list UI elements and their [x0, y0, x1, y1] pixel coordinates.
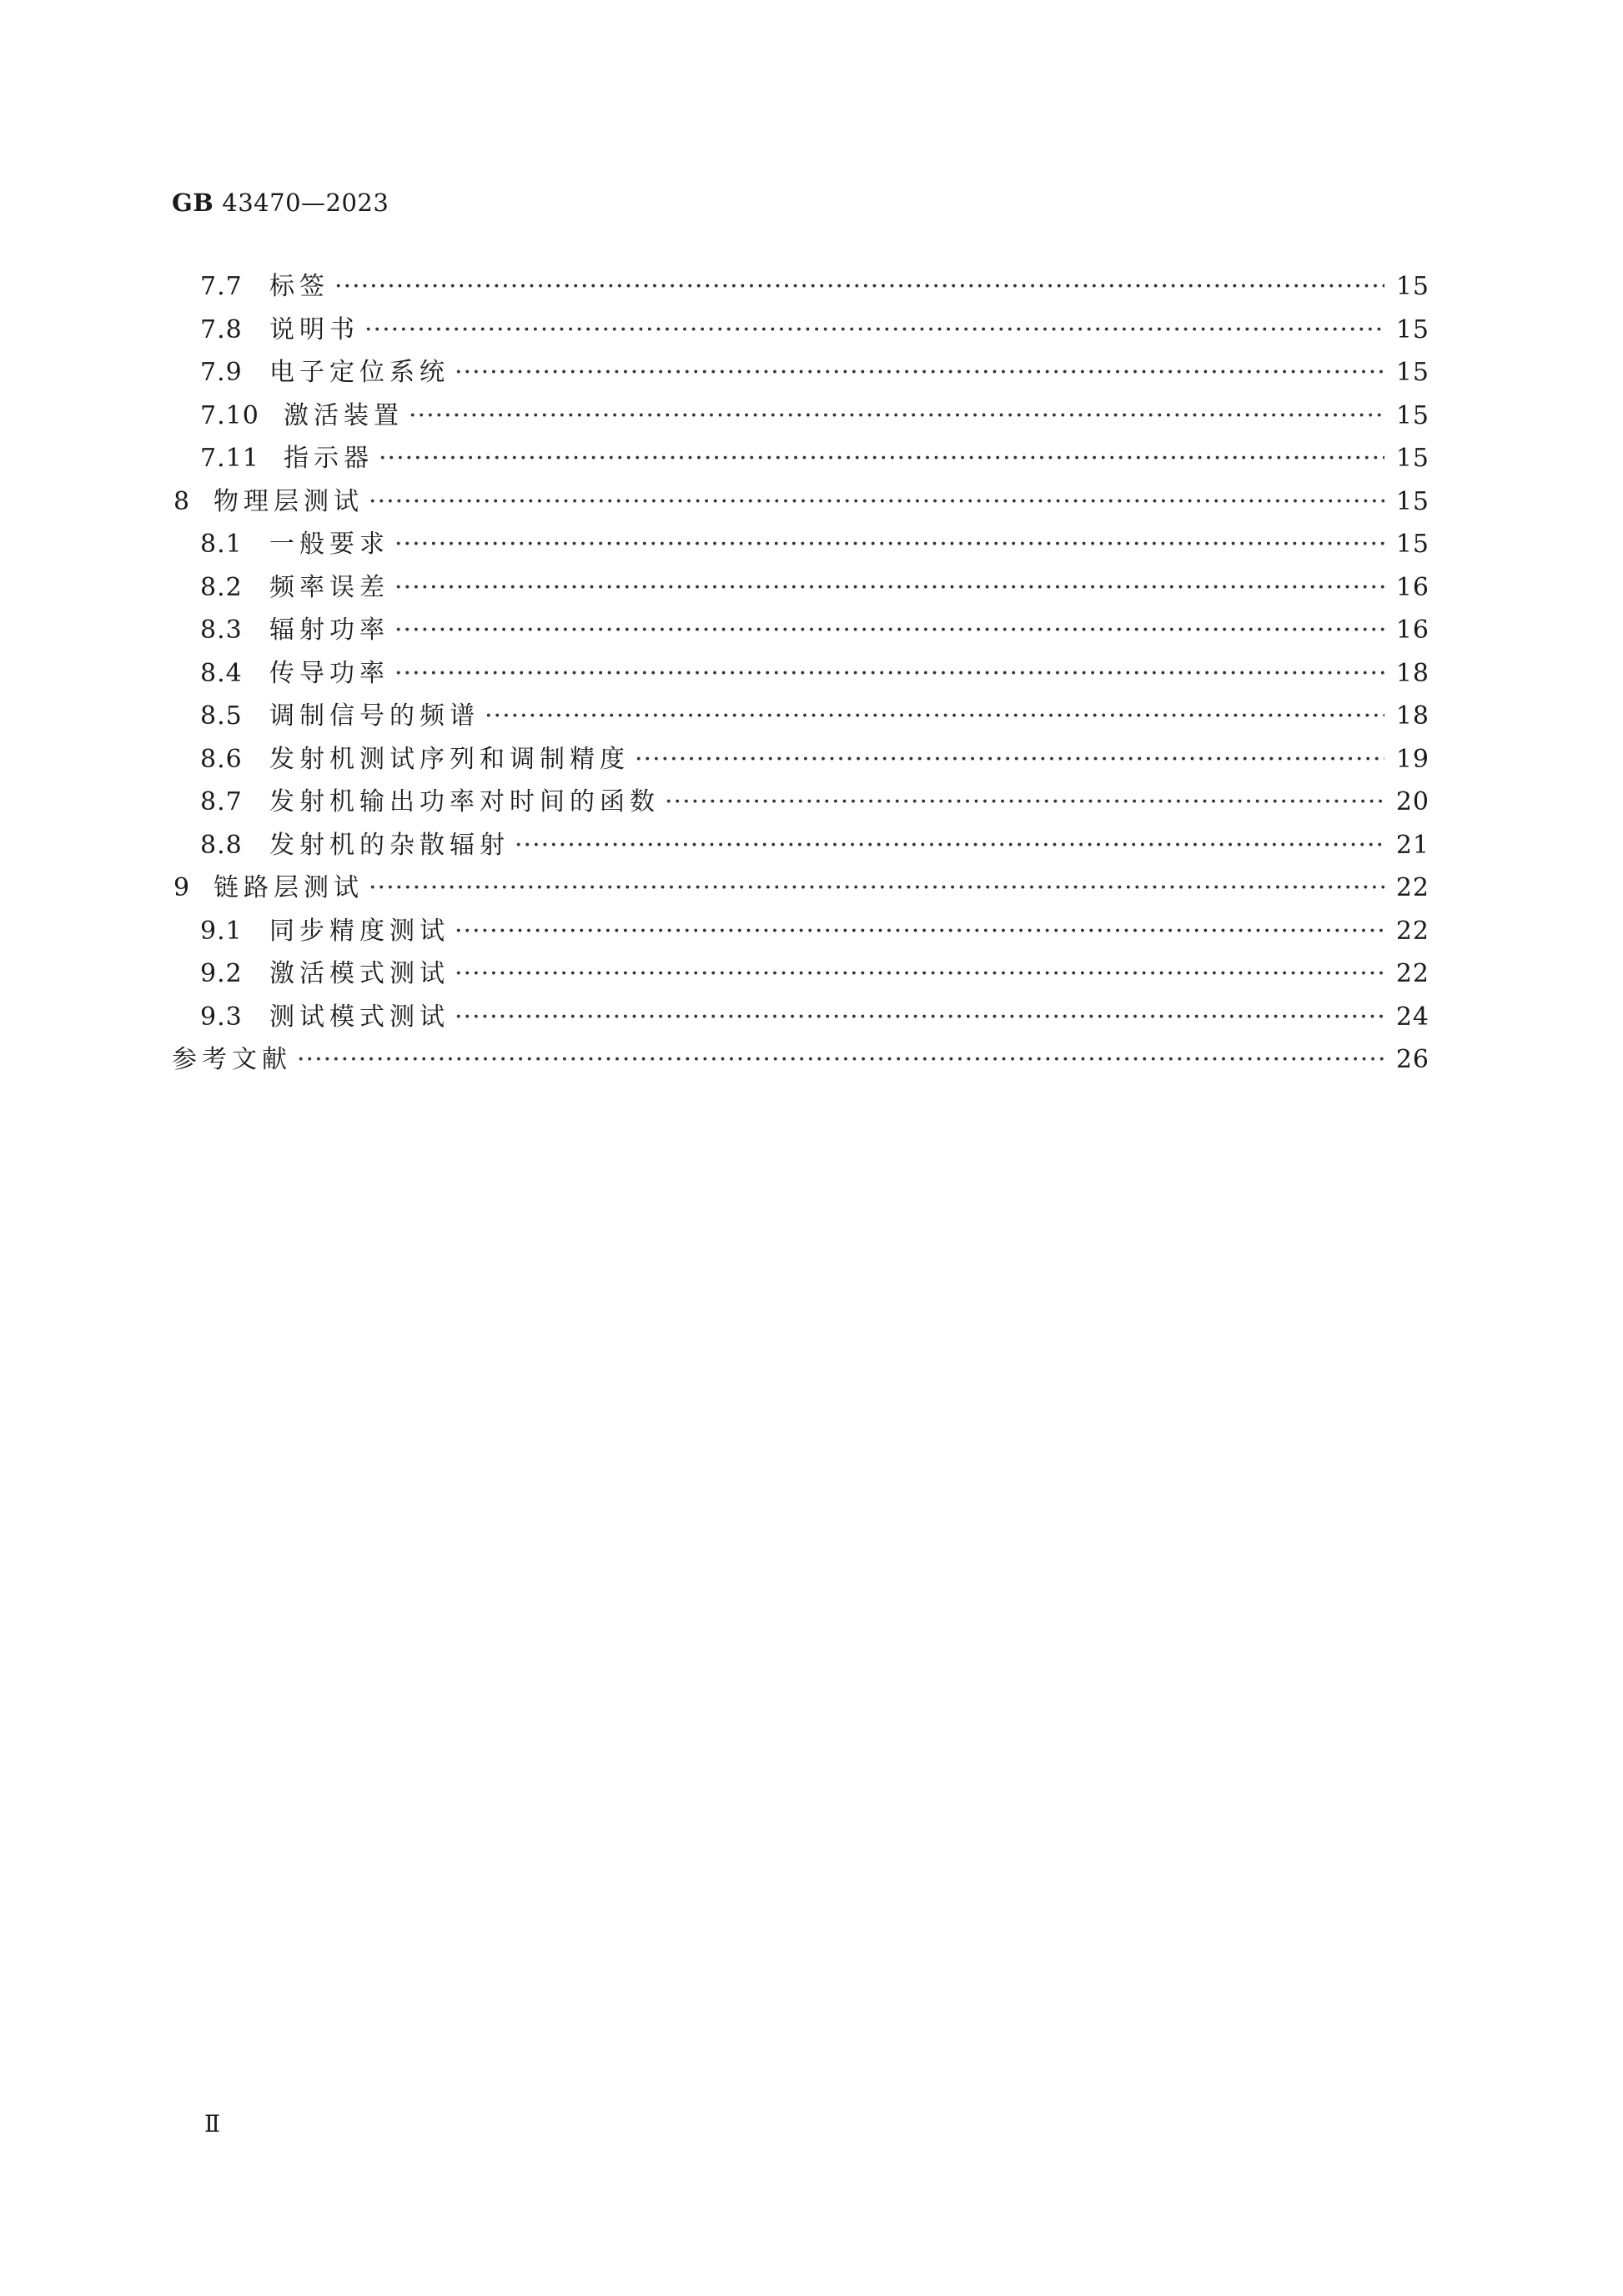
toc-entry-page: 16: [1395, 572, 1430, 602]
toc-entry-number: 8.6: [200, 744, 243, 774]
toc-entry[interactable]: [0, 437, 1623, 480]
toc-dot-leader: [394, 652, 1384, 696]
toc-entry[interactable]: [0, 394, 1623, 438]
toc-dot-leader: [394, 523, 1384, 566]
toc-entry[interactable]: [0, 910, 1623, 953]
toc-entry-number: 8.8: [200, 830, 243, 860]
toc-entry[interactable]: [0, 824, 1623, 867]
toc-entry-number: 8.7: [200, 787, 243, 816]
toc-entry[interactable]: [0, 609, 1623, 652]
toc-entry-number: 8.4: [200, 658, 243, 688]
toc-entry-title: 标签: [269, 272, 329, 301]
toc-dot-leader: [369, 867, 1384, 910]
toc-entry-page: 15: [1395, 530, 1430, 559]
toc-entry-number: 8.5: [200, 701, 243, 731]
toc-entry-number: 9.1: [200, 916, 243, 946]
toc-dot-leader: [455, 910, 1384, 953]
toc-entry-title: 指示器: [284, 444, 374, 473]
toc-entry-title: 发射机测试序列和调制精度: [269, 744, 630, 774]
toc-dot-leader: [369, 480, 1384, 524]
toc-entry-number: 7.9: [200, 358, 243, 387]
standard-number: 43470—2023: [222, 188, 389, 217]
toc-dot-leader: [515, 824, 1384, 867]
toc-entry-page: 15: [1395, 314, 1430, 344]
toc-entry-title: 激活装置: [284, 400, 404, 430]
toc-entry-number: 7.8: [200, 314, 243, 344]
toc-entry-number: 7.11: [200, 444, 259, 473]
toc-entry[interactable]: [0, 867, 1623, 910]
toc-entry[interactable]: [0, 309, 1623, 352]
toc-entry-number: 9.2: [200, 959, 243, 988]
toc-entry-page: 15: [1395, 486, 1430, 516]
toc-entry[interactable]: [0, 1038, 1623, 1082]
toc-entry-page: 15: [1395, 272, 1430, 301]
toc-entry-number: 7.10: [200, 400, 259, 430]
toc-entry-page: 21: [1395, 830, 1430, 860]
toc-entry[interactable]: [0, 523, 1623, 566]
toc-entry-title: 说明书: [269, 314, 359, 344]
toc-entry-title: 传导功率: [269, 658, 389, 688]
toc-dot-leader: [455, 952, 1384, 996]
toc-entry[interactable]: [0, 265, 1623, 309]
toc-entry-page: 24: [1395, 1002, 1430, 1032]
toc-entry-page: 22: [1395, 873, 1430, 902]
toc-dot-leader: [665, 781, 1384, 824]
toc-entry-page: 15: [1395, 358, 1430, 387]
toc-entry-title: 辐射功率: [269, 615, 389, 645]
page-number: Ⅱ: [204, 2110, 221, 2138]
toc-entry-number: 8.3: [200, 615, 243, 645]
toc-entry-number: 8: [173, 486, 191, 516]
toc-entry-page: 15: [1395, 444, 1430, 473]
toc-entry-title: 链路层测试: [214, 873, 364, 902]
toc-dot-leader: [635, 738, 1384, 781]
toc-entry-page: 18: [1395, 658, 1430, 688]
standard-prefix: GB: [172, 188, 214, 217]
toc-entry-number: 8.2: [200, 572, 243, 602]
toc-entry[interactable]: [0, 480, 1623, 524]
toc-entry[interactable]: [0, 996, 1623, 1039]
toc-entry-page: 22: [1395, 959, 1430, 988]
toc-entry-number: 9: [173, 873, 191, 902]
toc-entry[interactable]: [0, 738, 1623, 781]
toc-entry-page: 15: [1395, 400, 1430, 430]
toc-entry-page: 20: [1395, 787, 1430, 816]
page-header: [172, 188, 389, 217]
toc-entry[interactable]: [0, 652, 1623, 696]
toc-dot-leader: [455, 351, 1384, 394]
toc-dot-leader: [409, 394, 1384, 438]
toc-entry-title: 物理层测试: [214, 486, 364, 516]
toc-entry-number: 9.3: [200, 1002, 243, 1032]
toc-entry-title: 激活模式测试: [269, 959, 450, 988]
toc-entry[interactable]: [0, 566, 1623, 610]
toc-entry-title: 频率误差: [269, 572, 389, 602]
toc-entry-title: 电子定位系统: [269, 358, 450, 387]
toc-entry-page: 18: [1395, 701, 1430, 731]
toc-dot-leader: [297, 1038, 1384, 1082]
toc-entry-page: 19: [1395, 744, 1430, 774]
toc-entry-title: 参考文献: [172, 1045, 292, 1074]
toc-entry-page: 16: [1395, 615, 1430, 645]
toc-dot-leader: [379, 437, 1384, 480]
toc-entry-page: 22: [1395, 916, 1430, 946]
toc-entry[interactable]: [0, 781, 1623, 824]
toc-entry-title: 调制信号的频谱: [269, 701, 480, 731]
toc-dot-leader: [394, 566, 1384, 610]
toc-entry-title: 一般要求: [269, 530, 389, 559]
toc-dot-leader: [334, 265, 1384, 309]
toc-dot-leader: [455, 996, 1384, 1039]
toc-dot-leader: [485, 695, 1384, 738]
toc-entry-number: 8.1: [200, 530, 243, 559]
toc-entry[interactable]: [0, 351, 1623, 394]
toc-entry[interactable]: [0, 952, 1623, 996]
toc-entry-title: 发射机的杂散辐射: [269, 830, 510, 860]
toc-dot-leader: [364, 309, 1384, 352]
toc-entry-page: 26: [1395, 1045, 1430, 1074]
toc-entry-title: 测试模式测试: [269, 1002, 450, 1032]
toc-dot-leader: [394, 609, 1384, 652]
toc-entry[interactable]: [0, 695, 1623, 738]
toc-entry-title: 发射机输出功率对时间的函数: [269, 787, 660, 816]
toc-entry-number: 7.7: [200, 272, 243, 301]
toc-entry-title: 同步精度测试: [269, 916, 450, 946]
